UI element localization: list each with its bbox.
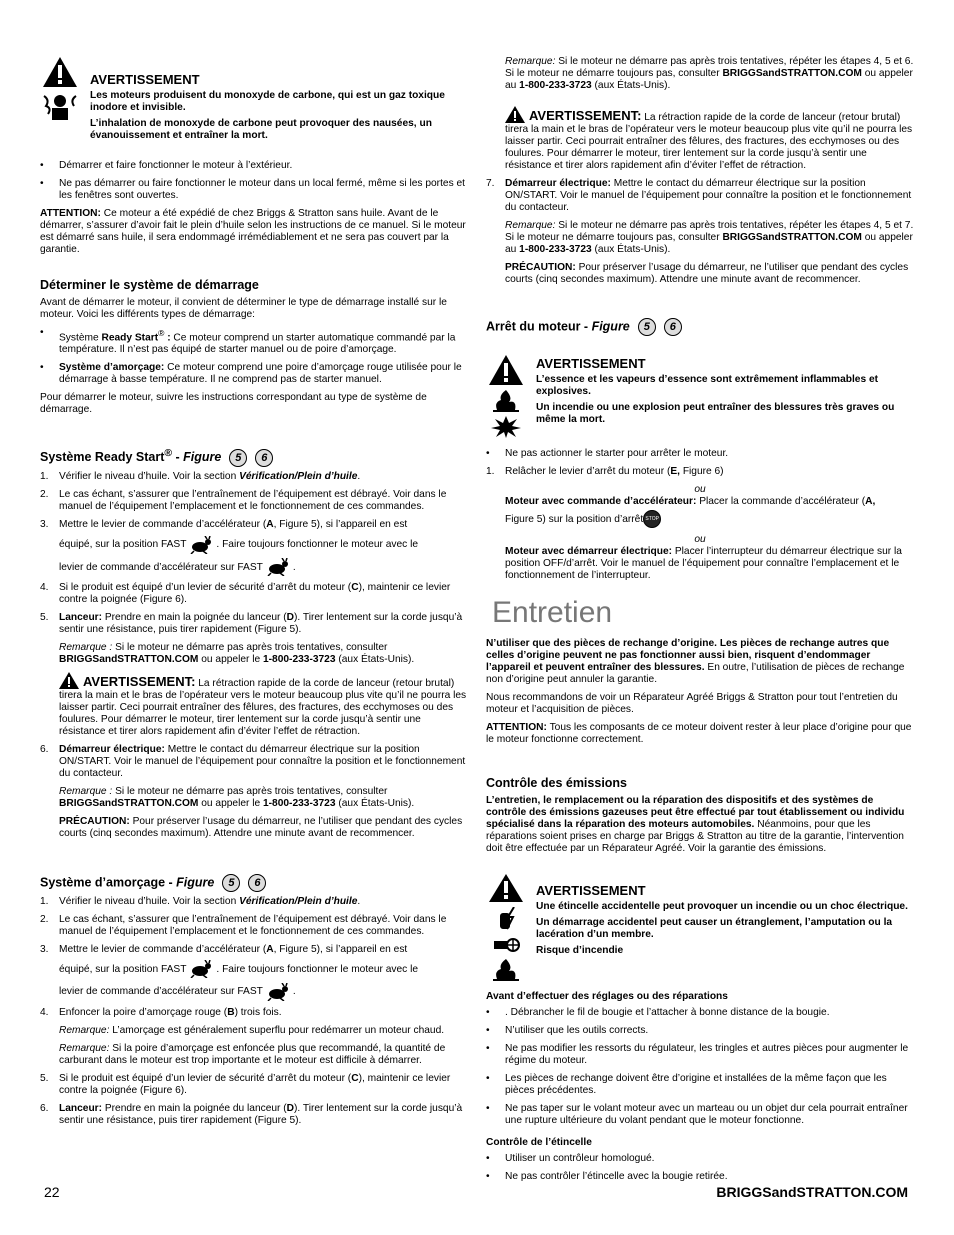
list-item: 7. Démarreur électrique: Mettre le contact du démarreur électrique sur la position ON/START. Voir le manuel de l’équipement pour connaître la position et le fonctionnement du contacteur. (486, 178, 912, 213)
list-item: • . Débrancher le fil de bougie et l’attacher à bonne distance de la bougie. (486, 1007, 914, 1019)
list-item: 1. Vérifier le niveau d’huile. Voir la section Vérification/Plein d’huile. (40, 895, 361, 907)
remark: Remarque : Si le moteur ne démarre pas après trois tentatives, consulter BRIGGSandSTRATTON.COM ou appeler le 1-800-233-3723 (aux États-Unis). (59, 785, 415, 809)
subheading: Avant d’effectuer des réglages ou des réparations (486, 991, 728, 1003)
stop-icon: STOP (643, 510, 661, 528)
figure-6-ref: 6 (664, 318, 682, 336)
warning-text: Risque d’incendie (536, 945, 624, 957)
attention-paragraph: ATTENTION: Ce moteur a été expédié de chez Briggs & Stratton sans huile. Avant de le démarrer, s’assurer d’avoir fait le plein d’huile selon les instructions de ce manuel. Si le moteur est démarré sans huile, il sera endommagé irrémédiablement et ne sera pas couvert par la garantie. (40, 208, 466, 255)
fire-icon (492, 959, 520, 981)
page-number: 22 (44, 1184, 60, 1200)
list-item: • Ne pas taper sur le volant moteur avec un marteau ou un objet dur cela pourrait entraîner une rupture ultérieure du volant pendant que le moteur fonctionne. (486, 1103, 914, 1127)
warning-text: L’inhalation de monoxyde de carbone peut provoquer des nausées, un évanouissement et entraîner la mort. (90, 118, 432, 141)
or-separator: ou (694, 484, 706, 495)
or-separator: ou (694, 534, 706, 546)
remark: Remarque: L’amorçage est généralement superflu pour redémarrer un moteur chaud. (59, 1024, 445, 1036)
section-heading: Système Ready Start® - Figure 5 6 (40, 446, 468, 467)
warning-text: Un démarrage accidentel peut causer un étranglement, l’amputation ou la lacération d’un membre. (536, 917, 893, 941)
ready-start-steps (40, 471, 468, 636)
rabbit-fast-icon (266, 983, 290, 1001)
list-item: 4. Enfoncer la poire d’amorçage rouge (B) trois fois. (40, 1006, 282, 1018)
rabbit-fast-icon (189, 960, 213, 978)
stop-steps (486, 466, 914, 478)
list-item: 1. Vérifier le niveau d’huile. Voir la section Vérification/Plein d’huile. (40, 471, 361, 483)
starting-types-list (40, 327, 468, 386)
warning-text: Un incendie ou une explosion peut entraîner des blessures très graves ou même la mort. (536, 402, 895, 425)
remark: Remarque : Si le moteur ne démarre pas après trois tentatives, consulter BRIGGSandSTRATTON.COM ou appeler le 1-800-233-3723 (aux États-Unis). (59, 641, 415, 665)
precaution: PRÉCAUTION: Pour préserver l’usage du démarreur, ne l’utiliser que pendant des cycles courts (cinq secondes maximum). Attendre une minute avant de recommencer. (59, 815, 463, 839)
stop-bullets (486, 448, 914, 460)
rabbit-fast-icon (189, 536, 213, 554)
list-item: • Les pièces de rechange doivent être d’origine et installées de la même façon que les pièces précédentes. (486, 1073, 914, 1097)
amputation-icon (492, 935, 520, 955)
section-heading: Déterminer le système de démarrage (40, 278, 259, 292)
explosion-icon (491, 416, 521, 438)
throttle-stop: Moteur avec commande d’accélérateur: Placer la commande d’accélérateur (A, Figure 5) sur la position d’arrêt STOP (505, 496, 914, 528)
list-item: • Démarrer et faire fonctionner le moteur à l’extérieur. (40, 160, 468, 172)
list-item: • Ne pas actionner le starter pour arrêter le moteur. (486, 448, 914, 460)
primer-steps (40, 896, 468, 1019)
figure-5-ref: 5 (229, 449, 247, 467)
list-item: • Utiliser un contrôleur homologué. (486, 1153, 914, 1165)
electric-shock-icon (492, 907, 520, 931)
co-bullets (40, 160, 468, 202)
ready-start-steps-cont (40, 744, 468, 780)
warning-triangle-icon (488, 873, 524, 903)
paragraph: L’entretien, le remplacement ou la réparation des dispositifs et des systèmes de contrôle des émissions gazeuses peut être effectué par tout établissement ou individu spécialisé dans la réparation des moteurs automobiles. Néanmoins, pour que les réparations soient prises en charge par Briggs & Stratton au titre de la garantie, l’intervention doit être effectuée par un Réparateur Agréé. Voir la garantie des émissions. (486, 795, 905, 855)
figure-6-ref: 6 (248, 874, 266, 892)
list-item: • Ne pas modifier les ressorts du régulateur, les tringles et autres pièces pour augmenter le régime du moteur. (486, 1043, 914, 1067)
rabbit-fast-icon (266, 558, 290, 576)
list-item: 5. Lanceur: Prendre en main la poignée du lanceur (D). Tirer lentement sur la corde jusqu’à sentir une résistance, puis tirer rapidement (Figure 5). (40, 611, 463, 635)
right-column (486, 56, 914, 1189)
warning-text: L’essence et les vapeurs d’essence sont extrêmement inflammables et explosives. (536, 374, 879, 397)
remark: Remarque: Si le moteur ne démarre pas après trois tentatives, répéter les étapes 4, 5 et 6. Si le moteur ne démarre toujours pas, consulter BRIGGSandSTRATTON.COM ou appeler au 1-800-233-3723 (aux États-Unis). (505, 56, 914, 91)
paragraph: Avant de démarrer le moteur, il convient de déterminer le type de démarrage installé sur le moteur. Voici les différents types de démarrage: (40, 297, 447, 320)
warning-title: AVERTISSEMENT (536, 883, 646, 899)
electric-stop: Moteur avec démarreur électrique: Placer l’interrupteur du démarreur électrique sur la position OFF/d’arrêt. Voir le manuel de l’équipement pour connaître l’emplacement et le fonctionnement de l’interrupteur. (505, 546, 902, 582)
primer-steps-cont (40, 1073, 468, 1127)
list-item: • Système d’amorçage: Ce moteur comprend une poire d’amorçage rouge utilisée pour le démarrage à basse température. Il ne comprend pas de starter manuel. (40, 362, 468, 386)
footer-website: BRIGGSandSTRATTON.COM (716, 1184, 908, 1200)
warning-triangle-icon (42, 56, 78, 88)
steps-cont (486, 178, 914, 214)
paragraph: Pour démarrer le moteur, suivre les instructions correspondant au type de système de démarrage. (40, 392, 427, 416)
figure-5-ref: 5 (222, 874, 240, 892)
remark: Remarque: Si la poire d’amorçage est enfoncée plus que recommandé, la quantité de carburant dans le moteur est trop importante et le moteur est difficile à démarrer. (59, 1042, 446, 1066)
list-item: 2. Le cas échant, s’assurer que l’entraînement de l’équipement est débrayé. Voir dans le manuel de l’équipement l’emplacement et le fonctionnement de ces commandes. (40, 489, 447, 513)
co-warning (40, 56, 468, 146)
paragraph: N’utiliser que des pièces de rechange d’origine. Les pièces de rechange autres que celles d’origine peuvent ne pas fonctionner aussi bien, risquent d’endommager l’appareil et peuvent entraîner des blessures. En outre, l’utilisation de pièces de rechange non d’origine peut annuler la garantie. (486, 638, 905, 686)
warning-text: Une étincelle accidentelle peut provoquer un incendie ou un choc électrique. (536, 901, 908, 913)
list-item: 3. Mettre le levier de commande d’accélérateur (A, Figure 5), si l’appareil en est équipé, sur la position FAST . Faire toujours fonctionner le moteur avec le levier de commande d’accélérateur sur FAST . (40, 944, 468, 1001)
attention-paragraph: ATTENTION: Tous les composants de ce moteur doivent rester à leur place d’origine pour que le moteur fonctionne correctement. (486, 722, 912, 746)
list-item: 1. Relâcher le levier d’arrêt du moteur (E, Figure 6) (486, 466, 724, 477)
list-item: • Ne pas contrôler l’étincelle avec la bougie retirée. (486, 1171, 914, 1183)
warning-triangle-icon (59, 672, 79, 689)
precaution: PRÉCAUTION: Pour préserver l’usage du démarreur, ne l’utiliser que pendant des cycles courts (cinq secondes maximum). Attendre une minute avant de recommencer. (505, 262, 909, 285)
list-item: 5. Si le produit est équipé d’un levier de sécurité d’arrêt du moteur (C), maintenir ce levier contre la poignée (Figure 6). (40, 1072, 451, 1096)
recoil-warning: AVERTISSEMENT: La rétraction rapide de la corde de lanceur (retour brutal) tirera la main et le bras de l’opérateur vers le moteur beaucoup plus vite qu’il ne pourra les laisser partir. Ceci pourrait entraîner des fêlures, des fractures, des ecchymoses ou des foulures. Pour démarrer le moteur, tirer lentement sur la corde jusqu’à sentir une résistance et tirer alors rapidement afin d’éviter l’effet de rétraction. (505, 108, 913, 171)
remark: Remarque: Si le moteur ne démarre pas après trois tentatives, répéter les étapes 4, 5 et 7. Si le moteur ne démarre toujours pas, consulter BRIGGSandSTRATTON.COM ou appeler au 1-800-233-3723 (aux États-Unis). (505, 220, 914, 255)
flame-icon (491, 390, 521, 412)
maintenance-bullets (486, 1007, 914, 1127)
recoil-warning: AVERTISSEMENT: La rétraction rapide de la corde de lanceur (retour brutal) tirera la main et le bras de l’opérateur vers le moteur beaucoup plus vite qu’il ne pourra les laisser partir. Ceci pourrait entraîner des fêlures, des fractures, des ecchymoses ou des foulures. Pour démarrer le moteur, tirer lentement sur la corde jusqu’à sentir une résistance et tirer alors rapidement afin d’éviter l’effet de rétraction. (59, 673, 467, 737)
warning-text: Les moteurs produisent du monoxyde de carbone, qui est un gaz toxique inodore et invisible. (90, 90, 445, 113)
warning-triangle-icon (488, 354, 524, 386)
left-column (40, 56, 468, 1133)
list-item: 3. Mettre le levier de commande d’accélérateur (A, Figure 5), si l’appareil en est équipé, sur la position FAST . Faire toujours fonctionner le moteur avec le levier de commande d’accélérateur sur FAST . (40, 519, 468, 576)
section-heading: Arrêt du moteur - Figure 5 6 (486, 318, 914, 336)
fuel-warning (486, 354, 914, 438)
figure-5-ref: 5 (638, 318, 656, 336)
toxic-fumes-icon (42, 92, 78, 124)
warning-triangle-icon (505, 106, 525, 123)
list-item: 2. Le cas échant, s’assurer que l’entraînement de l’équipement est débrayé. Voir dans le manuel de l’équipement l’emplacement et le fonctionnement de ces commandes. (40, 913, 447, 937)
list-item: 6. Lanceur: Prendre en main la poignée du lanceur (D). Tirer lentement sur la corde jusqu’à sentir une résistance, puis tirer rapidement (Figure 5). (40, 1102, 463, 1126)
paragraph: Nous recommandons de voir un Réparateur Agréé Briggs & Stratton pour tout l’entretien du moteur et l’acquisition de pièces. (486, 692, 898, 716)
section-heading: Système d’amorçage - Figure 5 6 (40, 874, 468, 892)
list-item: 6. Démarreur électrique: Mettre le contact du démarreur électrique sur la position ON/START. Voir le manuel de l’équipement pour connaître la position et le fonctionnement du contacteur. (40, 743, 466, 779)
warning-title: AVERTISSEMENT (536, 356, 646, 371)
list-item: • N’utiliser que les outils corrects. (486, 1025, 914, 1037)
section-heading: Contrôle des émissions (486, 776, 628, 791)
page-title: Entretien (492, 596, 613, 630)
subheading: Contrôle de l’étincelle (486, 1137, 592, 1149)
warning-title: AVERTISSEMENT (90, 72, 200, 87)
list-item: • Système Ready Start® : Ce moteur comprend un starter automatique commandé par la température. Il n’est pas équipé de starter manuel ou de poire d’amorçage. (40, 327, 468, 356)
list-item: 4. Si le produit est équipé d’un levier de sécurité d’arrêt du moteur (C), maintenir ce levier contre la poignée (Figure 6). (40, 581, 451, 605)
list-item: • Ne pas démarrer ou faire fonctionner le moteur dans un local fermé, même si les portes et les fenêtres sont ouvertes. (40, 178, 468, 202)
figure-6-ref: 6 (255, 449, 273, 467)
spark-bullets (486, 1153, 914, 1183)
spark-warning (486, 873, 914, 981)
